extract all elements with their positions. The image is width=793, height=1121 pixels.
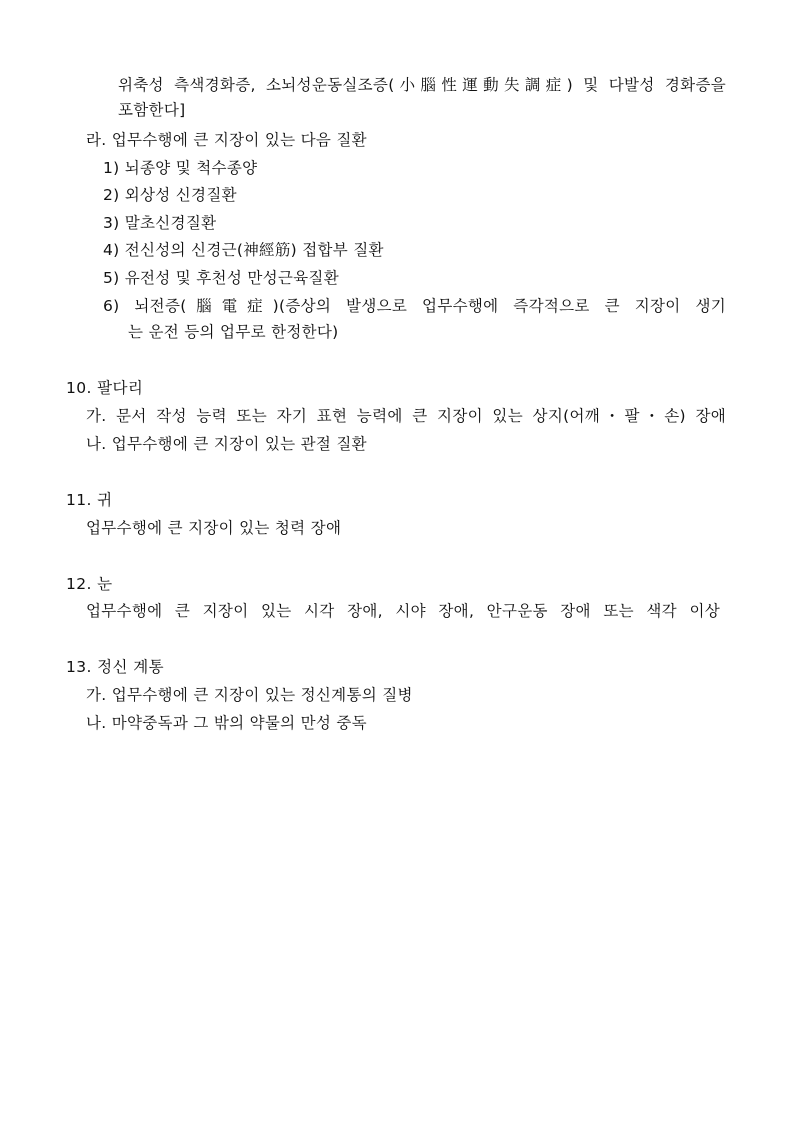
section-heading: 12. 눈 [66,575,113,593]
list-item: 라. 업무수행에 큰 지장이 있는 다음 질환 [86,131,367,149]
list-item: 가. 업무수행에 큰 지장이 있는 정신계통의 질병 [86,686,413,704]
section-heading: 10. 팔다리 [66,379,144,397]
sub-list-item: 5) 유전성 및 후천성 만성근육질환 [103,269,339,287]
sub-list-item: 4) 전신성의 신경근(神經筋) 접합부 질환 [103,241,384,259]
list-item: 나. 업무수행에 큰 지장이 있는 관절 질환 [86,435,367,453]
continuation-line: 포함한다] [118,101,186,119]
list-item: 업무수행에 큰 지장이 있는 청력 장애 [86,519,342,537]
continuation-line: 위축성 측색경화증, 소뇌성운동실조증(小腦性運動失調症) 및 다발성 경화증을 [118,76,726,94]
sub-list-item: 1) 뇌종양 및 척수종양 [103,159,258,177]
sub-list-item: 6) 뇌전증(腦電症)(증상의 발생으로 업무수행에 즉각적으로 큰 지장이 생기 [103,297,726,315]
sub-list-item: 3) 말초신경질환 [103,214,217,232]
continuation-line: 는 운전 등의 업무로 한정한다) [128,323,339,341]
section-heading: 11. 귀 [66,491,113,509]
list-item: 나. 마약중독과 그 밖의 약물의 만성 중독 [86,714,367,732]
list-item: 업무수행에 큰 지장이 있는 시각 장애, 시야 장애, 안구운동 장애 또는 색각 이상 [86,602,720,620]
list-item: 가. 문서 작성 능력 또는 자기 표현 능력에 큰 지장이 있는 상지(어깨・팔・손) 장애 [86,407,726,425]
section-heading: 13. 정신 계통 [66,658,164,676]
sub-list-item: 2) 외상성 신경질환 [103,186,237,204]
